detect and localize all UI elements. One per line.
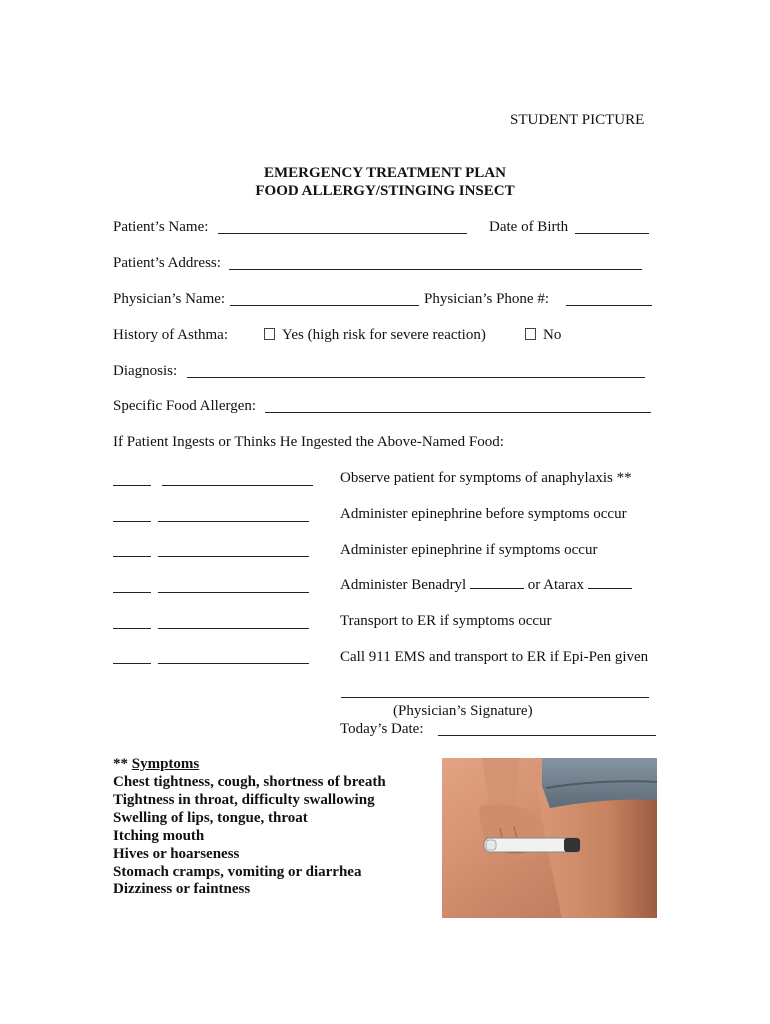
patient-address-field[interactable] <box>229 269 642 270</box>
action-4-dose-field[interactable] <box>158 592 309 593</box>
date-of-birth-field[interactable] <box>575 233 649 234</box>
epipen-injection-photo <box>442 758 657 918</box>
action-5-initials-field[interactable] <box>113 628 151 629</box>
action-6-initials-field[interactable] <box>113 663 151 664</box>
atarax-dose-field[interactable] <box>588 578 632 589</box>
specific-food-allergen-label: Specific Food Allergen: <box>113 398 257 414</box>
diagnosis-field[interactable] <box>187 377 645 378</box>
symptom-item: Chest tightness, cough, shortness of breath <box>113 774 386 790</box>
specific-food-allergen-field[interactable] <box>265 412 651 413</box>
asthma-yes-option[interactable] <box>264 327 486 344</box>
benadryl-dose-field[interactable] <box>470 578 524 589</box>
patient-name-field[interactable] <box>218 233 467 234</box>
symptoms-title: Symptoms <box>131 756 200 772</box>
symptom-item: Dizziness or faintness <box>113 881 251 897</box>
patient-name-label: Patient’s Name: <box>113 219 209 235</box>
action-4-initials-field[interactable] <box>113 592 151 593</box>
benadryl-label: Administer Benadryl <box>340 577 467 593</box>
action-3-initials-field[interactable] <box>113 556 151 557</box>
symptoms-heading <box>113 756 199 773</box>
student-picture-label: STUDENT PICTURE <box>510 112 645 128</box>
action-2-initials-field[interactable] <box>113 521 151 522</box>
physician-phone-label: Physician’s Phone #: <box>424 291 550 307</box>
action-epinephrine-if: Administer epinephrine if symptoms occur <box>340 542 598 558</box>
action-6-dose-field[interactable] <box>158 663 309 664</box>
action-1-initials-field[interactable] <box>113 485 151 486</box>
asthma-yes-label: Yes (high risk for severe reaction) <box>282 327 486 343</box>
todays-date-field[interactable] <box>438 735 656 736</box>
date-of-birth-label: Date of Birth <box>489 219 569 235</box>
symptom-item: Tightness in throat, difficulty swallowing <box>113 792 375 808</box>
physician-phone-field[interactable] <box>566 305 652 306</box>
asthma-no-label: No <box>543 327 562 343</box>
asthma-yes-checkbox[interactable] <box>264 328 275 340</box>
title-line-2: FOOD ALLERGY/STINGING INSECT <box>255 183 515 199</box>
action-epinephrine-before: Administer epinephrine before symptoms occur <box>340 506 627 522</box>
symptom-item: Itching mouth <box>113 828 205 844</box>
action-1-dose-field[interactable] <box>162 485 313 486</box>
action-call-911: Call 911 EMS and transport to ER if Epi-Pen given <box>340 649 649 665</box>
symptom-item: Hives or hoarseness <box>113 846 240 862</box>
physician-name-field[interactable] <box>230 305 419 306</box>
asthma-no-option[interactable] <box>525 327 561 344</box>
action-3-dose-field[interactable] <box>158 556 309 557</box>
action-observe: Observe patient for symptoms of anaphylaxis ** <box>340 470 632 486</box>
atarax-label: or Atarax <box>527 577 584 593</box>
action-2-dose-field[interactable] <box>158 521 309 522</box>
patient-address-label: Patient’s Address: <box>113 255 221 271</box>
physician-signature-field[interactable] <box>341 697 649 698</box>
ingest-instruction: If Patient Ingests or Thinks He Ingested the Above-Named Food: <box>113 434 504 450</box>
todays-date-label: Today’s Date: <box>340 721 424 737</box>
physician-signature-label: (Physician’s Signature) <box>393 703 533 719</box>
symptom-item: Swelling of lips, tongue, throat <box>113 810 308 826</box>
symptom-item: Stomach cramps, vomiting or diarrhea <box>113 864 362 880</box>
epipen-illustration <box>442 758 657 918</box>
action-5-dose-field[interactable] <box>158 628 309 629</box>
diagnosis-label: Diagnosis: <box>113 363 178 379</box>
action-benadryl <box>340 577 632 594</box>
action-transport: Transport to ER if symptoms occur <box>340 613 552 629</box>
title-line-1: EMERGENCY TREATMENT PLAN <box>264 165 506 181</box>
physician-name-label: Physician’s Name: <box>113 291 226 307</box>
asthma-no-checkbox[interactable] <box>525 328 536 340</box>
symptoms-asterisks: ** <box>113 756 128 772</box>
history-of-asthma-label: History of Asthma: <box>113 327 228 343</box>
